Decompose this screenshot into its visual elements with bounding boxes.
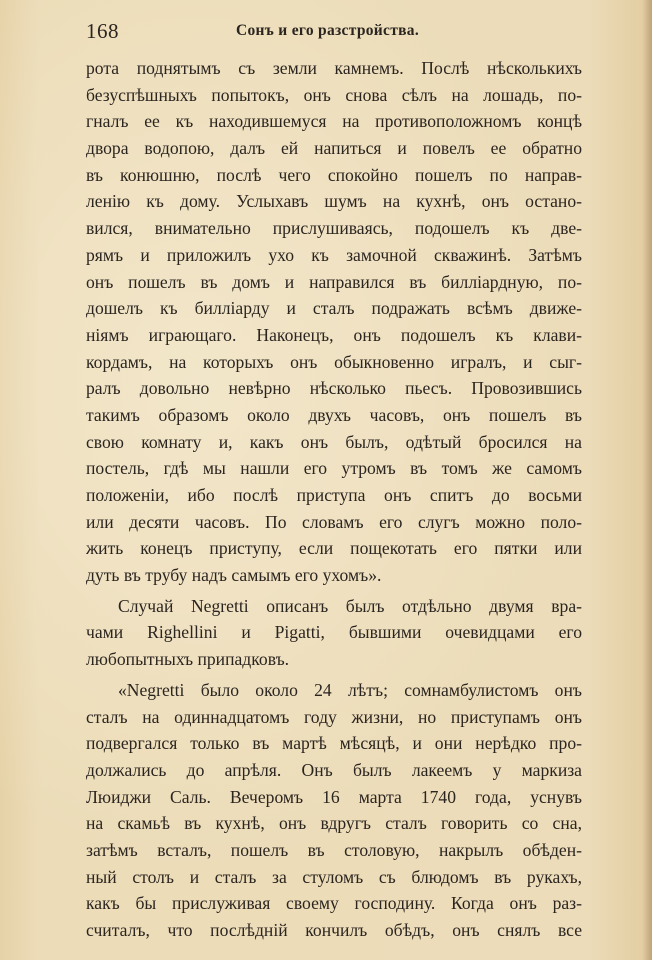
page-edge-shadow — [642, 0, 652, 960]
text-line: ный столъ и сталъ за стуломъ съ блюдомъ въ рукахъ, — [86, 866, 582, 887]
text-line: любопытныхъ припадковъ. — [86, 649, 290, 670]
text-line: «Negretti было около 24 лѣтъ; сомнамбулистомъ онъ — [118, 679, 582, 700]
text-line: ленію къ дому. Услыхавъ шумъ на кухнѣ, онъ остано- — [86, 191, 582, 212]
text-line: рота поднятымъ съ земли камнемъ. Послѣ нѣсколькихъ — [86, 58, 582, 78]
text-line: жить конецъ приступу, если пощекотать его пятки или — [86, 538, 582, 559]
text-line: сталъ на одиннадцатомъ году жизни, но приступамъ онъ — [86, 706, 582, 727]
text-line: считалъ, что послѣдній кончилъ обѣдъ, онъ снялъ все — [86, 920, 582, 940]
text-line: должались до апрѣля. Онъ былъ лакеемъ у маркиза — [86, 759, 582, 780]
body-text — [86, 55, 582, 944]
paragraph — [86, 593, 582, 673]
text-line: вился, внимательно прислушиваясь, подошелъ къ две- — [86, 218, 582, 239]
text-line: свою комнату и, какъ онъ былъ, одѣтый бросился на — [86, 431, 582, 452]
text-line: Люиджи Саль. Вечеромъ 16 марта 1740 года, уснувъ — [86, 786, 582, 807]
paragraph — [86, 677, 582, 944]
text-line: гналъ ее къ находившемуся на противоположномъ концѣ — [86, 111, 582, 132]
text-line: дошелъ къ билліарду и сталъ подражать всѣмъ движе- — [86, 298, 582, 319]
text-line: затѣмъ всталъ, пошелъ въ столовую, накрылъ обѣден- — [86, 839, 582, 860]
text-line: подвергался только въ мартѣ мѣсяцѣ, и они нерѣдко про- — [86, 733, 582, 754]
text-line: такимъ образомъ около двухъ часовъ, онъ пошелъ въ — [86, 404, 582, 425]
text-line: на скамьѣ въ кухнѣ, онъ вдругъ сталъ говорить со сна, — [86, 813, 582, 834]
page-number: 168 — [86, 19, 119, 43]
text-line: положеніи, ибо послѣ приступа онъ спитъ до восьми — [86, 485, 582, 505]
text-line: ралъ довольно невѣрно нѣсколько пьесъ. Провозившись — [86, 378, 582, 399]
text-line: онъ пошелъ въ домъ и направился въ билліардную, по- — [86, 271, 582, 292]
text-line: или десяти часовъ. По словамъ его слугъ можно поло- — [86, 511, 582, 532]
text-line: двора водопою, далъ ей напиться и повелъ ее обратно — [86, 138, 582, 159]
text-line: рямъ и приложилъ ухо къ замочной скважинѣ. Затѣмъ — [86, 244, 582, 265]
text-line: какъ бы прислуживая своему господину. Когда онъ раз- — [86, 893, 582, 914]
paragraph — [86, 55, 582, 589]
text-line: Случай Negretti описанъ былъ отдѣльно двумя вра- — [118, 595, 582, 616]
running-title: Сонъ и его разстройства. — [236, 22, 420, 39]
text-line: кордамъ, на которыхъ онъ обыкновенно игралъ, и сыг- — [86, 351, 582, 372]
text-line: ніямъ играющаго. Наконецъ, онъ подошелъ къ клави- — [86, 324, 582, 345]
page-header — [86, 18, 582, 44]
text-line: безуспѣшныхъ попытокъ, онъ снова сѣлъ на лошадь, по- — [86, 84, 582, 105]
text-line: дуть въ трубу надъ самымъ его ухомъ». — [86, 565, 382, 586]
text-line: постель, гдѣ мы нашли его утромъ въ томъ же самомъ — [86, 458, 582, 479]
text-line: чами Righellini и Pigatti, бывшими очевидцами его — [86, 622, 582, 643]
text-line: въ конюшню, послѣ чего спокойно пошелъ по направ- — [86, 164, 582, 185]
